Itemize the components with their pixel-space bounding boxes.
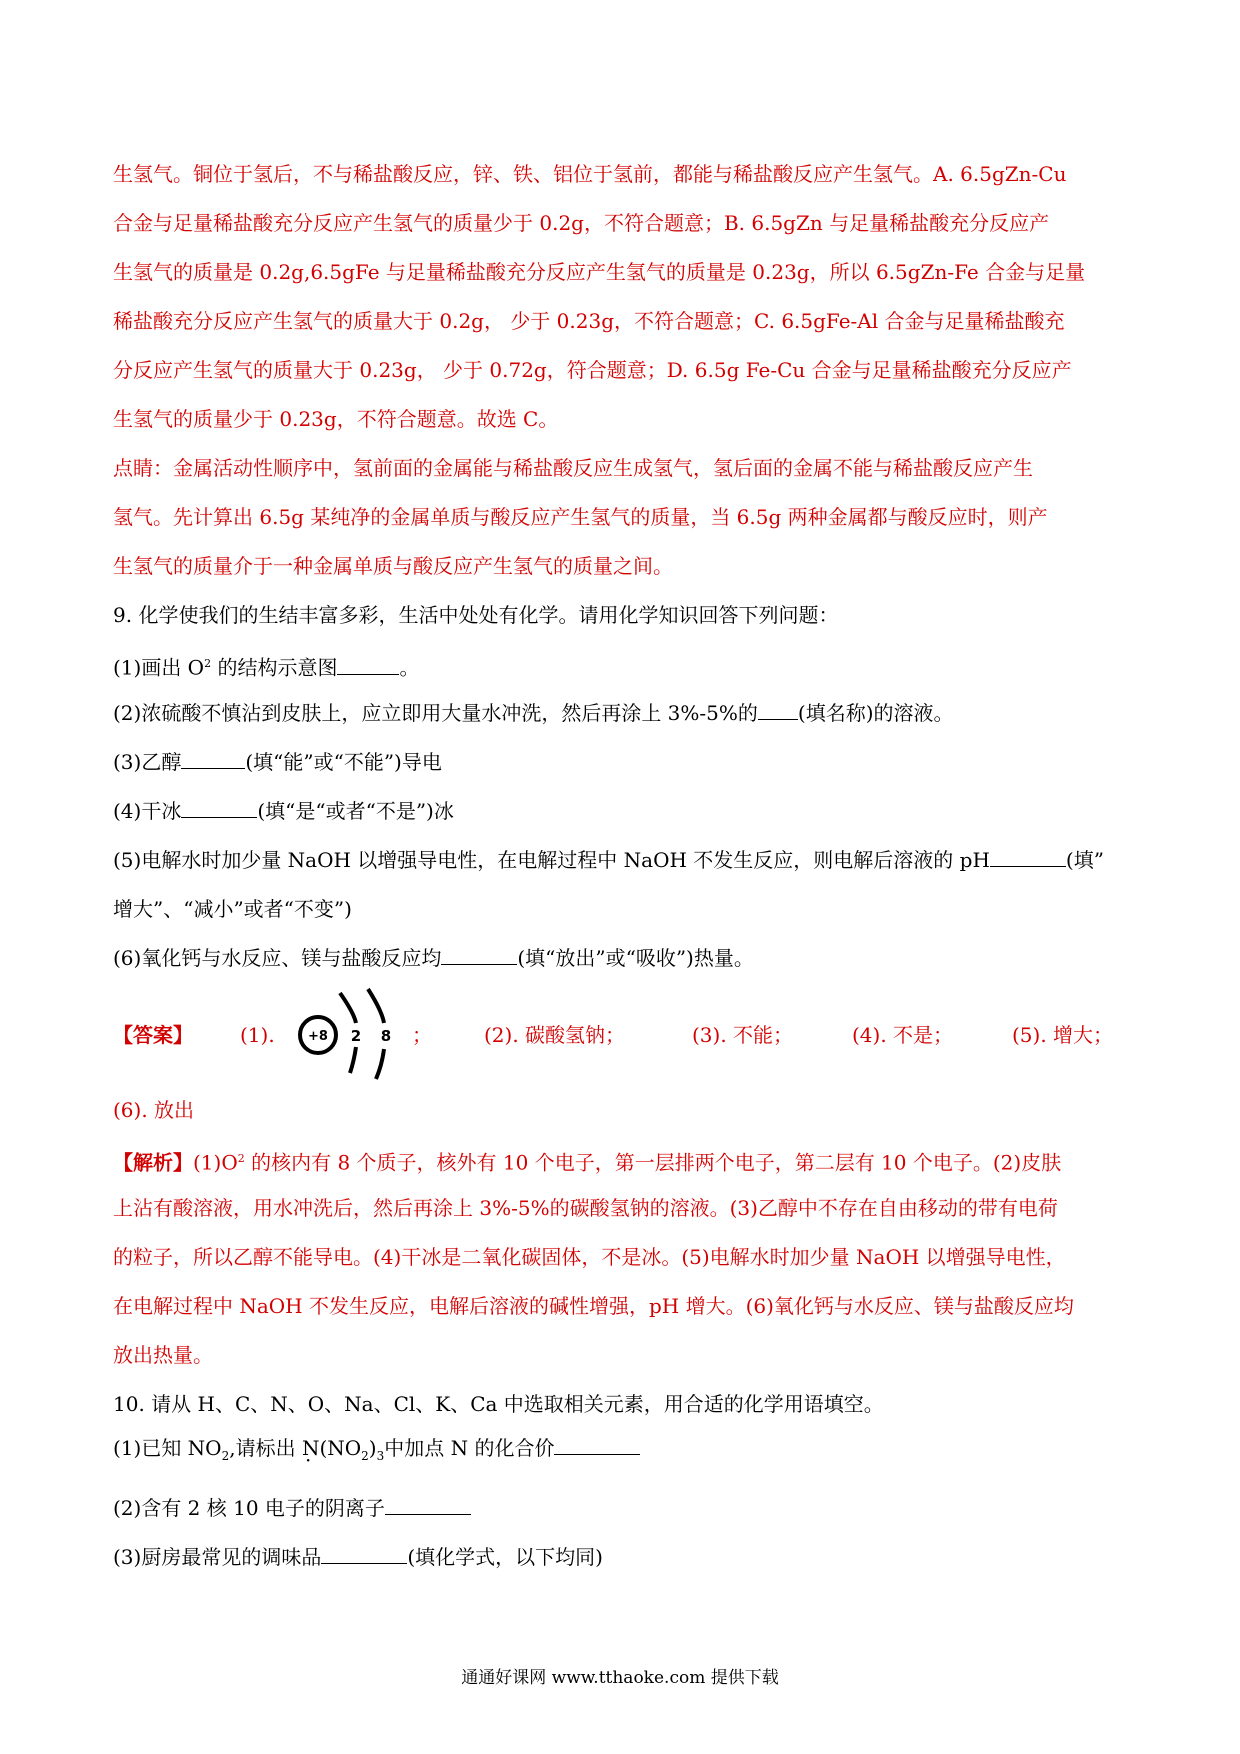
analysis-line (113, 1145, 1061, 1177)
tip-line: 生氢气的质量介于一种金属单质与酸反应产生氢气的质量之间。 (113, 554, 673, 578)
text: (5)电解水时加少量 NaOH 以增强导电性，在电解过程中 NaOH 不发生反应，则电解后溶液的 pH (113, 848, 990, 872)
text: (NO (319, 1436, 362, 1460)
explanation-line: 生氢气。铜位于氢后，不与稀盐酸反应，锌、铁、铝位于氢前，都能与稀盐酸反应产生氢气。A. 6.5gZn-Cu (113, 162, 1067, 186)
answer-1-end: ； (412, 1023, 432, 1047)
answer-1: (1). (240, 1023, 275, 1047)
answer-blank[interactable] (181, 797, 257, 818)
page-footer: 通通好课网 www.tthaoke.com 提供下载 (461, 1668, 779, 1688)
nucleus-charge: +8 (308, 1029, 328, 1044)
question-10-part-2 (113, 1494, 471, 1522)
text: (1)画出 O (113, 655, 205, 680)
text: (1)O (193, 1150, 238, 1175)
answer-2: (2). 碳酸氢钠； (484, 1023, 626, 1047)
text: (填“能”或“不能”)导电 (245, 750, 442, 774)
oxygen-ion-structure-diagram (292, 985, 422, 1085)
answer-blank[interactable] (181, 748, 245, 769)
superscript: 2 (237, 1152, 245, 1165)
question-10-stem: 10. 请从 H、C、N、O、Na、Cl、K、Ca 中选取相关元素，用合适的化学用语填空。 (113, 1392, 884, 1416)
analysis-line: 上沾有酸溶液，用水冲洗后，然后再涂上 3%-5%的碳酸氢钠的溶液。(3)乙醇中不存在自由移动的带有电荷 (113, 1196, 1058, 1220)
question-9-part-5 (113, 846, 1104, 874)
text: (填“是“或者“不是”)冰 (257, 799, 454, 823)
answer-blank[interactable] (385, 1494, 471, 1515)
text: 中加点 N 的化合价 (384, 1436, 555, 1460)
tip-label: 点睛： (113, 456, 173, 480)
subscript: 2 (221, 1449, 230, 1463)
answer-blank[interactable] (554, 1434, 640, 1455)
text: ,请标出 (229, 1436, 302, 1460)
dotted-nitrogen: N · (302, 1436, 320, 1460)
question-9-part-2 (113, 699, 954, 727)
tip-line: 氢气。先计算出 6.5g 某纯净的金属单质与酸反应产生氢气的质量，当 6.5g 两种金属都与酸反应时，则产 (113, 505, 1048, 529)
explanation-line: 稀盐酸充分反应产生氢气的质量大于 0.2g， 少于 0.23g，不符合题意；C. 6.5gFe-Al 合金与足量稀盐酸充 (113, 309, 1065, 333)
question-9-part-5-cont: 增大”、“减小”或者“不变”) (113, 897, 352, 921)
subscript: 2 (361, 1449, 369, 1463)
question-10-part-1 (113, 1434, 640, 1470)
text: (3)厨房最常见的调味品 (113, 1545, 322, 1569)
explanation-line: 生氢气的质量是 0.2g,6.5gFe 与足量稀盐酸充分反应产生氢气的质量是 0.23g，所以 6.5gZn-Fe 合金与足量 (113, 260, 1086, 284)
explanation-line: 生氢气的质量少于 0.23g，不符合题意。故选 C。 (113, 407, 559, 431)
answer-blank[interactable] (321, 1543, 407, 1564)
text: (2)浓硫酸不慎沾到皮肤上，应立即用大量水冲洗，然后再涂上 3%-5%的 (113, 701, 758, 725)
text: (4)干冰 (113, 799, 182, 823)
tip-line (113, 454, 1033, 482)
analysis-line: 的粒子，所以乙醇不能导电。(4)干冰是二氧化碳固体，不是冰。(5)电解水时加少量 NaOH 以增强导电性， (113, 1245, 1066, 1269)
text: ) (368, 1436, 377, 1460)
question-10-part-3 (113, 1543, 603, 1571)
subscript: 3 (376, 1449, 385, 1463)
text: (填” (1065, 848, 1104, 872)
text: (1)已知 NO (113, 1436, 222, 1460)
text: (6)氧化钙与水反应、镁与盐酸反应均 (113, 946, 442, 970)
tip-text: 金属活动性顺序中，氢前面的金属能与稀盐酸反应生成氢气，氢后面的金属不能与稀盐酸反应产生 (173, 456, 1033, 480)
superscript: 2 (204, 657, 212, 670)
question-9-stem: 9. 化学使我们的生结丰富多彩，生活中处处有化学。请用化学知识回答下列问题： (113, 603, 839, 627)
answer-blank[interactable] (441, 944, 517, 965)
analysis-line: 放出热量。 (113, 1343, 213, 1367)
text: (填名称)的溶液。 (797, 701, 954, 725)
analysis-label: 【解析】 (113, 1150, 193, 1175)
text: 的结构示意图 (211, 655, 338, 680)
answer-6: (6). 放出 (113, 1098, 195, 1122)
text: (3)乙醇 (113, 750, 182, 774)
answer-blank[interactable] (990, 846, 1066, 867)
text: (2)含有 2 核 10 电子的阴离子 (113, 1496, 385, 1520)
question-9-part-4 (113, 797, 454, 825)
answer-3: (3). 不能； (692, 1023, 794, 1047)
analysis-line: 在电解过程中 NaOH 不发生反应，电解后溶液的碱性增强，pH 增大。(6)氧化钙与水反应、镁与盐酸反应均 (113, 1294, 1074, 1318)
answer-label: 【答案】 (113, 1023, 193, 1047)
answer-blank[interactable] (758, 699, 798, 720)
answer-blank[interactable] (337, 654, 399, 675)
text: (填化学式，以下均同) (407, 1545, 603, 1569)
explanation-line: 合金与足量稀盐酸充分反应产生氢气的质量少于 0.2g，不符合题意；B. 6.5gZn 与足量稀盐酸充分反应产 (113, 211, 1050, 235)
answer-5: (5). 增大； (1012, 1023, 1114, 1047)
question-9-part-3 (113, 748, 442, 776)
text: 的核内有 8 个质子，核外有 10 个电子，第一层排两个电子，第二层有 10 个电子。(2)皮肤 (244, 1150, 1062, 1175)
answer-4: (4). 不是； (852, 1023, 954, 1047)
shell-1-electrons: 2 (350, 1027, 362, 1045)
explanation-line: 分反应产生氢气的质量大于 0.23g， 少于 0.72g，符合题意；D. 6.5g Fe-Cu 合金与足量稀盐酸充分反应产 (113, 358, 1072, 382)
text: (填“放出”或“吸收”)热量。 (517, 946, 754, 970)
text: 。 (399, 655, 420, 680)
shell-2-electrons: 8 (380, 1027, 392, 1045)
question-9-part-6 (113, 944, 754, 972)
question-9-part-1 (113, 650, 419, 682)
